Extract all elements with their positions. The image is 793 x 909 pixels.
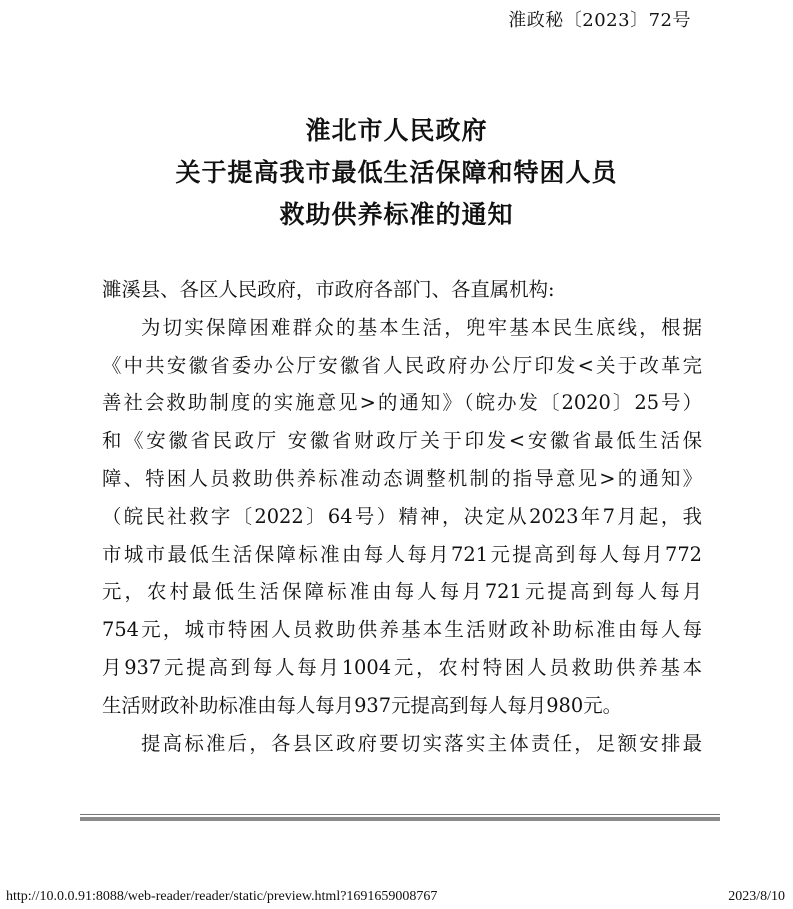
- paragraph-1-line-1: 为切实保障困难群众的基本生活，兜牢基本民生底线，根据: [141, 315, 702, 339]
- paragraph-1-line-5: 障、特困人员救助供养标准动态调整机制的指导意见>的通知》: [102, 466, 702, 490]
- title-line-1: 淮北市人民政府: [305, 116, 488, 145]
- paragraph-1-line-8: 元，农村最低生活保障标准由每人每月721元提高到每人每月: [102, 580, 702, 604]
- paragraph-1-line-11: 生活财政补助标准由每人每月937元提高到每人每月980元。: [102, 693, 623, 717]
- paragraph-1-line-4: 和《安徽省民政厅 安徽省财政厅关于印发<安徽省最低生活保: [102, 429, 702, 453]
- title-line-2: 关于提高我市最低生活保障和特困人员: [175, 158, 618, 187]
- footer-date: 2023/8/10: [728, 889, 785, 904]
- paragraph-1-line-7: 市城市最低生活保障标准由每人每月721元提高到每人每月772: [102, 542, 702, 566]
- document-number: 淮政秘〔2023〕72号: [508, 10, 691, 31]
- addressee-line: 濉溪县、各区人民政府，市政府各部门、各直属机构:: [102, 278, 555, 301]
- title-line-3: 救助供养标准的通知: [279, 200, 514, 229]
- footer-url: http://10.0.0.91:8088/web-reader/reader/static/preview.html?1691659008767: [6, 889, 438, 904]
- footer-divider-thick: [80, 817, 720, 821]
- paragraph-1-line-10: 月937元提高到每人每月1004元，农村特困人员救助供养基本: [102, 655, 702, 679]
- paragraph-1-line-9: 754元，城市特困人员救助供养基本生活财政补助标准由每人每: [102, 618, 702, 642]
- paragraph-1-line-2: 《中共安徽省委办公厅安徽省人民政府办公厅印发<关于改革完: [102, 353, 702, 377]
- document-body: [102, 271, 702, 762]
- footer-divider-thin: [80, 814, 720, 815]
- paragraph-1-line-6: （皖民社救字〔2022〕64号）精神，决定从2023年7月起，我: [102, 504, 702, 528]
- document-title: [0, 110, 793, 236]
- paragraph-2-line-1: 提高标准后，各县区政府要切实落实主体责任，足额安排最: [141, 731, 702, 755]
- paragraph-1-line-3: 善社会救助制度的实施意见>的通知》（皖办发〔2020〕25号）: [102, 391, 702, 415]
